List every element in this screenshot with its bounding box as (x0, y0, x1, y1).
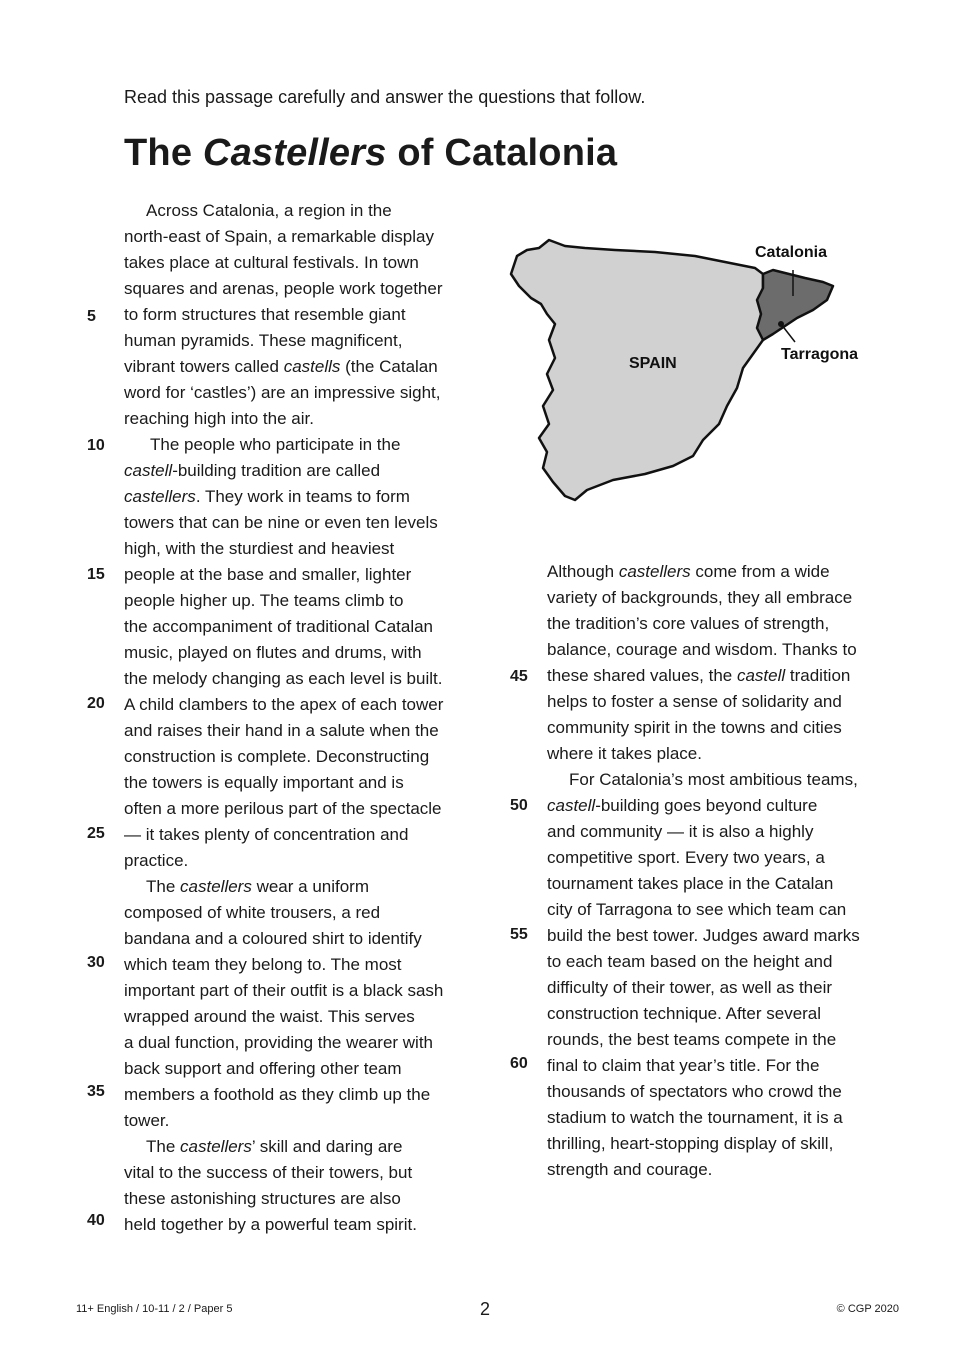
passage-line: reaching high into the air. (124, 409, 314, 428)
passage-line: people at the base and smaller, lighter (124, 565, 412, 584)
map-label-tarragona: Tarragona (781, 346, 859, 363)
passage-line: rounds, the best teams compete in the (547, 1030, 837, 1049)
passage-line: construction technique. After several (547, 1004, 822, 1023)
passage-line: composed of white trousers, a red (124, 903, 381, 922)
passage-line: city of Tarragona to see which team can (547, 900, 847, 919)
passage-line: squares and arenas, people work together (124, 279, 443, 298)
page-number: 2 (480, 1299, 491, 1319)
passage-line: castell-building goes beyond culture (547, 796, 818, 815)
line-number: 15 (87, 566, 105, 583)
passage-line: — it takes plenty of concentration and (124, 825, 409, 844)
line-number: 60 (510, 1055, 528, 1072)
passage-line: music, played on flutes and drums, with (124, 643, 422, 662)
line-number: 45 (510, 668, 528, 685)
passage-line: Although castellers come from a wide (547, 562, 830, 581)
passage-line: important part of their outfit is a black sash (124, 981, 444, 1000)
passage-line: which team they belong to. The most (124, 955, 402, 974)
line-number: 35 (87, 1083, 105, 1100)
footer-copyright: © CGP 2020 (836, 1303, 899, 1315)
passage-line: to form structures that resemble giant (124, 305, 406, 324)
intro-text: Read this passage carefully and answer the questions that follow. (124, 87, 646, 107)
passage-line: towers that can be nine or even ten levels (124, 513, 438, 532)
line-number: 40 (87, 1212, 105, 1229)
passage-line: The people who participate in the (150, 435, 401, 454)
passage-line: A child clambers to the apex of each tower (124, 695, 444, 714)
catalonia-region (757, 270, 833, 340)
passage-line: back support and offering other team (124, 1059, 402, 1078)
passage-line: often a more perilous part of the spectacle (124, 799, 442, 818)
passage-line: vibrant towers called castells (the Catalan (124, 357, 438, 376)
passage-line: and community — it is also a highly (547, 822, 814, 841)
title-pre: The (124, 132, 203, 174)
passage-title (124, 132, 617, 175)
passage-line: held together by a powerful team spirit. (124, 1215, 417, 1234)
passage-line: to each team based on the height and (547, 952, 833, 971)
map-label-spain: SPAIN (629, 355, 677, 372)
passage-line: competitive sport. Every two years, a (547, 848, 825, 867)
passage-line: these astonishing structures are also (124, 1189, 401, 1208)
passage-line: a dual function, providing the wearer with (124, 1033, 434, 1052)
passage-line: members a foothold as they climb up the (124, 1085, 431, 1104)
passage-line: north-east of Spain, a remarkable display (124, 227, 434, 246)
line-number: 25 (87, 825, 105, 842)
passage-line: human pyramids. These magnificent, (124, 331, 403, 350)
passage-line: stadium to watch the tournament, it is a (547, 1108, 843, 1127)
footer-paper-info: 11+ English / 10-11 / 2 / Paper 5 (76, 1303, 233, 1315)
title-post: of Catalonia (386, 132, 618, 174)
title-italic: Castellers (202, 132, 387, 174)
passage-line: the towers is equally important and is (124, 773, 404, 792)
passage-line: tournament takes place in the Catalan (547, 874, 834, 893)
passage-line: the tradition’s core values of strength, (547, 614, 830, 633)
passage-line: people higher up. The teams climb to (124, 591, 404, 610)
passage-line: construction is complete. Deconstructing (124, 747, 430, 766)
tarragona-leader-line (781, 324, 795, 342)
passage-line: where it takes place. (547, 744, 702, 763)
passage-line: practice. (124, 851, 189, 870)
line-number: 55 (510, 926, 528, 943)
passage-line: castellers. They work in teams to form (124, 487, 410, 506)
passage-line: balance, courage and wisdom. Thanks to (547, 640, 857, 659)
passage-line: these shared values, the castell tradition (547, 666, 851, 685)
passage-line: final to claim that year’s title. For the (547, 1056, 820, 1075)
passage-line: the melody changing as each level is built. (124, 669, 443, 688)
passage-line: The castellers’ skill and daring are (146, 1137, 403, 1156)
passage-line: word for ‘castles’) are an impressive sight, (124, 383, 441, 402)
line-number: 30 (87, 954, 105, 971)
passage-line: variety of backgrounds, they all embrace (547, 588, 853, 607)
passage-line: tower. (124, 1111, 170, 1130)
passage-line: difficulty of their tower, as well as their (547, 978, 833, 997)
passage-line: build the best tower. Judges award marks (547, 926, 860, 945)
spain-map (505, 228, 885, 513)
passage-line: wrapped around the waist. This serves (124, 1007, 415, 1026)
passage-line: The castellers wear a uniform (146, 877, 370, 896)
passage-line: castell-building tradition are called (124, 461, 381, 480)
tarragona-marker (778, 321, 784, 327)
passage-line: bandana and a coloured shirt to identify (124, 929, 422, 948)
passage-line: community spirit in the towns and cities (547, 718, 842, 737)
map-label-catalonia: Catalonia (755, 244, 828, 261)
line-number: 10 (87, 437, 105, 454)
passage-line: takes place at cultural festivals. In town (124, 253, 419, 272)
passage-line: vital to the success of their towers, but (124, 1163, 413, 1182)
passage-line: helps to foster a sense of solidarity and (547, 692, 842, 711)
passage-line: strength and courage. (547, 1160, 713, 1179)
passage-line: Across Catalonia, a region in the (146, 201, 392, 220)
passage-line: thousands of spectators who crowd the (547, 1082, 842, 1101)
line-number: 50 (510, 797, 528, 814)
passage-line: thrilling, heart-stopping display of skill, (547, 1134, 834, 1153)
passage-line: the accompaniment of traditional Catalan (124, 617, 434, 636)
passage-line: and raises their hand in a salute when the (124, 721, 439, 740)
line-number: 5 (87, 308, 96, 325)
passage-line: For Catalonia’s most ambitious teams, (569, 770, 858, 789)
line-number: 20 (87, 695, 105, 712)
passage-line: high, with the sturdiest and heaviest (124, 539, 395, 558)
